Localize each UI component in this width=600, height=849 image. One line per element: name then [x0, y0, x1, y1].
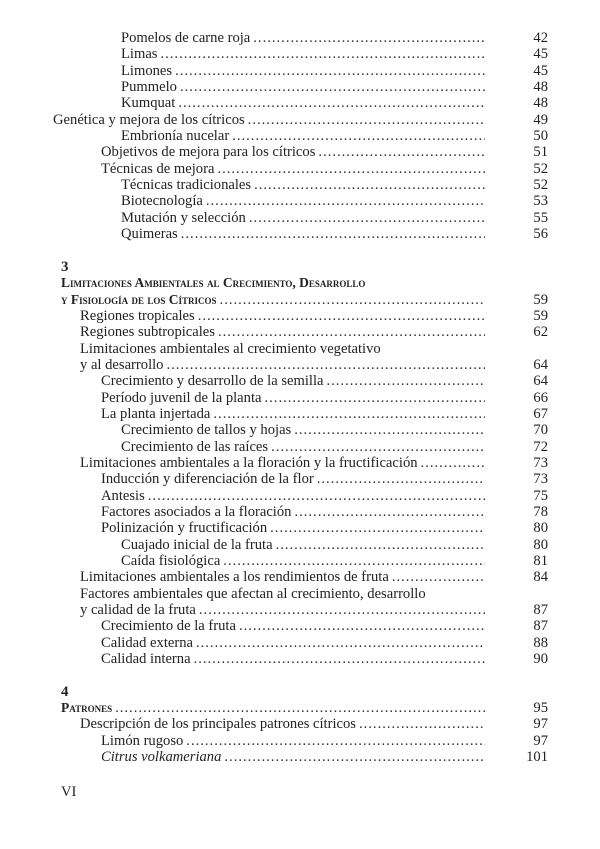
toc-entry-title: Kumquat: [121, 95, 176, 112]
dot-leader: [175, 63, 485, 79]
toc-entry-title: y calidad de la fruta: [80, 602, 196, 619]
toc-entry-title: Descripción de los principales patrones cítricos: [80, 716, 356, 733]
toc-entry-title: Limón rugoso: [101, 732, 184, 749]
dot-leader: [232, 128, 485, 144]
toc-entry-title: Pomelos de carne roja: [121, 30, 251, 46]
toc-entry: [0, 422, 600, 438]
dot-leader: [253, 30, 485, 46]
toc-entry: [0, 488, 600, 504]
dot-leader: [198, 308, 485, 324]
toc-entry: [0, 618, 600, 634]
dot-leader: [218, 324, 485, 340]
toc-entry-text[interactable]: [80, 324, 485, 340]
toc-entry-title: Quimeras: [121, 226, 178, 243]
toc-entry-title: Patrones: [61, 700, 113, 716]
toc-page-number: 64: [533, 356, 548, 373]
toc-entry-text[interactable]: [53, 112, 485, 128]
toc-entry: [0, 324, 600, 340]
toc-page-number: 42: [533, 30, 548, 46]
toc-entry: [0, 602, 600, 618]
toc-entry-text[interactable]: [101, 471, 485, 487]
dot-leader: [206, 193, 485, 209]
toc-entry-title: Calidad externa: [101, 634, 193, 651]
toc-entry-text[interactable]: [101, 635, 485, 651]
toc-entry: [0, 537, 600, 553]
toc-page-number: 67: [533, 405, 548, 422]
chapter-number-label: 3: [61, 258, 69, 275]
toc-entry-title: Antesis: [101, 487, 145, 504]
toc-entry: [0, 193, 600, 209]
toc-page-number: 80: [533, 536, 548, 553]
toc-page-number: 84: [533, 569, 548, 586]
toc-entry-text[interactable]: [80, 569, 485, 585]
toc-entry: [0, 471, 600, 487]
toc-page-number: 59: [533, 307, 548, 324]
toc-page-number: 80: [533, 520, 548, 537]
toc-page-number: 45: [533, 46, 548, 63]
page-number-folio: VI: [61, 784, 77, 800]
toc-entry-text[interactable]: [80, 716, 485, 732]
toc-entry: [0, 586, 600, 602]
toc-entry-text[interactable]: [80, 341, 485, 357]
toc-page-number: 97: [533, 732, 548, 749]
dot-leader: [271, 439, 485, 455]
toc-entry-title: Factores asociados a la floración: [101, 503, 292, 520]
toc-entry-text[interactable]: [101, 618, 485, 634]
toc-entry-title: Mutación y selección: [121, 209, 246, 226]
toc-entry: [0, 144, 600, 160]
toc-entry: [0, 357, 600, 373]
toc-entry-text[interactable]: [61, 275, 485, 291]
toc-page-number: 90: [533, 651, 548, 668]
toc-entry-title: Limas: [121, 46, 158, 63]
toc-entry: [0, 341, 600, 357]
toc-entry: [0, 553, 600, 569]
dot-leader: [294, 422, 485, 438]
chapter-number: [0, 259, 600, 275]
toc-entry: [0, 95, 600, 111]
spacer: [0, 242, 600, 258]
toc-entry-text[interactable]: [101, 390, 485, 406]
toc-entry: [0, 112, 600, 128]
toc-entry-text[interactable]: [121, 128, 485, 144]
toc-entry-text[interactable]: [80, 602, 485, 618]
dot-leader: [276, 537, 485, 553]
toc-page-number: 78: [533, 503, 548, 520]
dot-leader: [224, 749, 485, 765]
toc-entry-text[interactable]: [101, 406, 485, 422]
toc-entry-title: Calidad interna: [101, 651, 191, 668]
toc-page-number: 52: [533, 160, 548, 177]
toc-entry: [0, 210, 600, 226]
toc-entry-title: Limitaciones ambientales al crecimiento vegetativo: [80, 340, 381, 357]
dot-leader: [254, 177, 485, 193]
toc-entry-text[interactable]: [121, 177, 485, 193]
toc-page-number: 50: [533, 128, 548, 145]
toc-page-number: 97: [533, 716, 548, 733]
toc-entry-title: Crecimiento de la fruta: [101, 618, 236, 635]
toc-page-number: 101: [526, 749, 548, 766]
dot-leader: [148, 488, 485, 504]
toc-entry-title: Técnicas tradicionales: [121, 177, 252, 194]
toc-entry-title: Técnicas de mejora: [101, 160, 215, 177]
chapter-title-row: [0, 275, 600, 291]
dot-leader: [196, 635, 485, 651]
toc-entry-title: Pummelo: [121, 79, 177, 96]
toc-page-number: 66: [533, 389, 548, 406]
toc-entry-title: Regiones subtropicales: [80, 324, 215, 341]
toc-entry-text[interactable]: [80, 586, 485, 602]
toc-page-number: 64: [533, 373, 548, 390]
toc-entry-text[interactable]: [101, 733, 485, 749]
toc-entry-title: Biotecnología: [121, 193, 203, 210]
toc-entry-text[interactable]: [121, 79, 485, 95]
toc-entry-title: Embrionía nucelar: [121, 128, 230, 145]
toc-page-number: 51: [533, 144, 548, 161]
dot-leader: [265, 390, 486, 406]
dot-leader: [178, 95, 485, 111]
toc-page-number: 87: [533, 618, 548, 635]
toc-page-number: 88: [533, 634, 548, 651]
toc-entry-text[interactable]: [61, 700, 485, 716]
toc-page-number: 49: [533, 111, 548, 128]
toc-entry: [0, 63, 600, 79]
toc-entry-text[interactable]: [101, 144, 485, 160]
toc-entry-title: Limones: [121, 62, 173, 79]
dot-leader: [270, 520, 485, 536]
toc-entry: [0, 439, 600, 455]
toc-entry: [0, 716, 600, 732]
toc-entry: [0, 504, 600, 520]
spacer: [0, 667, 600, 683]
toc-entry-text[interactable]: [121, 210, 485, 226]
dot-leader: [239, 618, 485, 634]
toc-entry: [0, 455, 600, 471]
toc-entry-text[interactable]: [121, 422, 485, 438]
dot-leader: [186, 733, 485, 749]
toc-page-number: 81: [533, 553, 548, 569]
toc-page-number: 53: [533, 193, 548, 210]
toc-entry-title: Caída fisiológica: [121, 553, 221, 569]
dot-leader: [217, 161, 485, 177]
toc-entry: [0, 128, 600, 144]
toc-page-number: 52: [533, 177, 548, 194]
toc-page-number: 55: [533, 209, 548, 226]
toc-entry-text[interactable]: [101, 651, 485, 667]
toc-entry-title: Limitaciones ambientales a los rendimientos de fruta: [80, 569, 389, 586]
toc-entry: [0, 749, 600, 765]
toc-entry-title: Regiones tropicales: [80, 307, 195, 324]
dot-leader: [181, 226, 485, 242]
toc-entry: [0, 161, 600, 177]
toc-page-number: 87: [533, 602, 548, 619]
toc-entry-text[interactable]: [101, 504, 485, 520]
toc-entry-title: Polinización y fructificación: [101, 520, 268, 537]
toc-entry-title: Crecimiento de las raíces: [121, 438, 269, 455]
toc-entry-text[interactable]: [121, 537, 485, 553]
toc-entry: [0, 569, 600, 585]
toc-entry: [0, 373, 600, 389]
toc-page-number: 59: [533, 291, 548, 308]
dot-leader: [294, 504, 485, 520]
toc-entry-text[interactable]: [61, 292, 485, 308]
dot-leader: [326, 373, 485, 389]
toc-entry-text[interactable]: [80, 455, 485, 471]
toc-entry-text[interactable]: [121, 439, 485, 455]
chapter-number: [0, 684, 600, 700]
toc-entry: [0, 226, 600, 242]
chapter-title-row: [0, 292, 600, 308]
toc-entry-title: Crecimiento de tallos y hojas: [121, 422, 292, 439]
toc-entry-text[interactable]: [101, 488, 485, 504]
toc-entry: [0, 46, 600, 62]
toc-page-number: 73: [533, 471, 548, 488]
toc-entry-title: La planta injertada: [101, 405, 211, 422]
toc-entry-title: Factores ambientales que afectan al crecimiento, desarrollo: [80, 585, 426, 602]
toc-entry-text[interactable]: [121, 553, 485, 569]
toc-entry: [0, 651, 600, 667]
toc-entry-text[interactable]: [121, 63, 485, 79]
chapter-title-row: [0, 700, 600, 716]
dot-leader: [318, 144, 485, 160]
toc-entry-text[interactable]: [80, 357, 485, 373]
toc-entry-title: Limitaciones ambientales a la floración y la fructificación: [80, 454, 418, 471]
dot-leader: [166, 357, 485, 373]
toc-entry-text[interactable]: [80, 308, 485, 324]
dot-leader: [392, 569, 485, 585]
toc-entry: [0, 406, 600, 422]
toc-page-number: 62: [533, 324, 548, 341]
toc-entry-text[interactable]: [101, 749, 485, 765]
toc-page-number: 56: [533, 226, 548, 243]
dot-leader: [248, 112, 485, 128]
toc-entry: [0, 308, 600, 324]
toc-page-number: 75: [533, 487, 548, 504]
toc-entry-title: y Fisiología de los Cítricos: [61, 291, 217, 307]
dot-leader: [223, 553, 485, 569]
dot-leader: [115, 700, 485, 716]
dot-leader: [213, 406, 485, 422]
dot-leader: [359, 716, 485, 732]
toc-entry-title: Inducción y diferenciación de la flor: [101, 471, 314, 488]
toc-page-number: 45: [533, 62, 548, 79]
toc-entry: [0, 635, 600, 651]
dot-leader: [194, 651, 485, 667]
chapter-number-label: 4: [61, 683, 69, 700]
toc-entry-text[interactable]: [101, 373, 485, 389]
toc-entry-text[interactable]: [121, 226, 485, 242]
toc-entry-title: Período juvenil de la planta: [101, 389, 262, 406]
toc-entry-title: Genética y mejora de los cítricos: [53, 111, 245, 128]
dot-leader: [199, 602, 485, 618]
toc-entry-title: Cuajado inicial de la fruta: [121, 536, 273, 553]
dot-leader: [317, 471, 485, 487]
toc-entry-text[interactable]: [101, 520, 485, 536]
toc-entry-title: Citrus volkameriana: [101, 749, 222, 766]
toc-page-number: 48: [533, 79, 548, 96]
toc-page-number: 95: [533, 700, 548, 717]
table-of-contents: [0, 30, 600, 765]
toc-entry-text[interactable]: [121, 193, 485, 209]
toc-entry-title: y al desarrollo: [80, 356, 164, 373]
toc-entry-text[interactable]: [121, 95, 485, 111]
dot-leader: [180, 79, 485, 95]
toc-entry-text[interactable]: [101, 161, 485, 177]
toc-page-number: 48: [533, 95, 548, 112]
toc-entry-title: Objetivos de mejora para los cítricos: [101, 144, 316, 161]
toc-entry: [0, 177, 600, 193]
toc-page-number: 72: [533, 438, 548, 455]
dot-leader: [249, 210, 485, 226]
toc-entry: [0, 390, 600, 406]
toc-entry-title: Crecimiento y desarrollo de la semilla: [101, 373, 324, 390]
toc-entry: [0, 79, 600, 95]
toc-page-number: 70: [533, 422, 548, 439]
toc-entry-text[interactable]: [121, 30, 485, 46]
toc-entry: [0, 30, 600, 46]
toc-entry-text[interactable]: [121, 46, 485, 62]
toc-entry: [0, 520, 600, 536]
dot-leader: [160, 46, 485, 62]
dot-leader: [421, 455, 485, 471]
toc-entry: [0, 733, 600, 749]
toc-page-number: 73: [533, 454, 548, 471]
dot-leader: [220, 292, 485, 308]
toc-entry-title: Limitaciones Ambientales al Crecimiento, Desarrollo: [61, 275, 366, 291]
